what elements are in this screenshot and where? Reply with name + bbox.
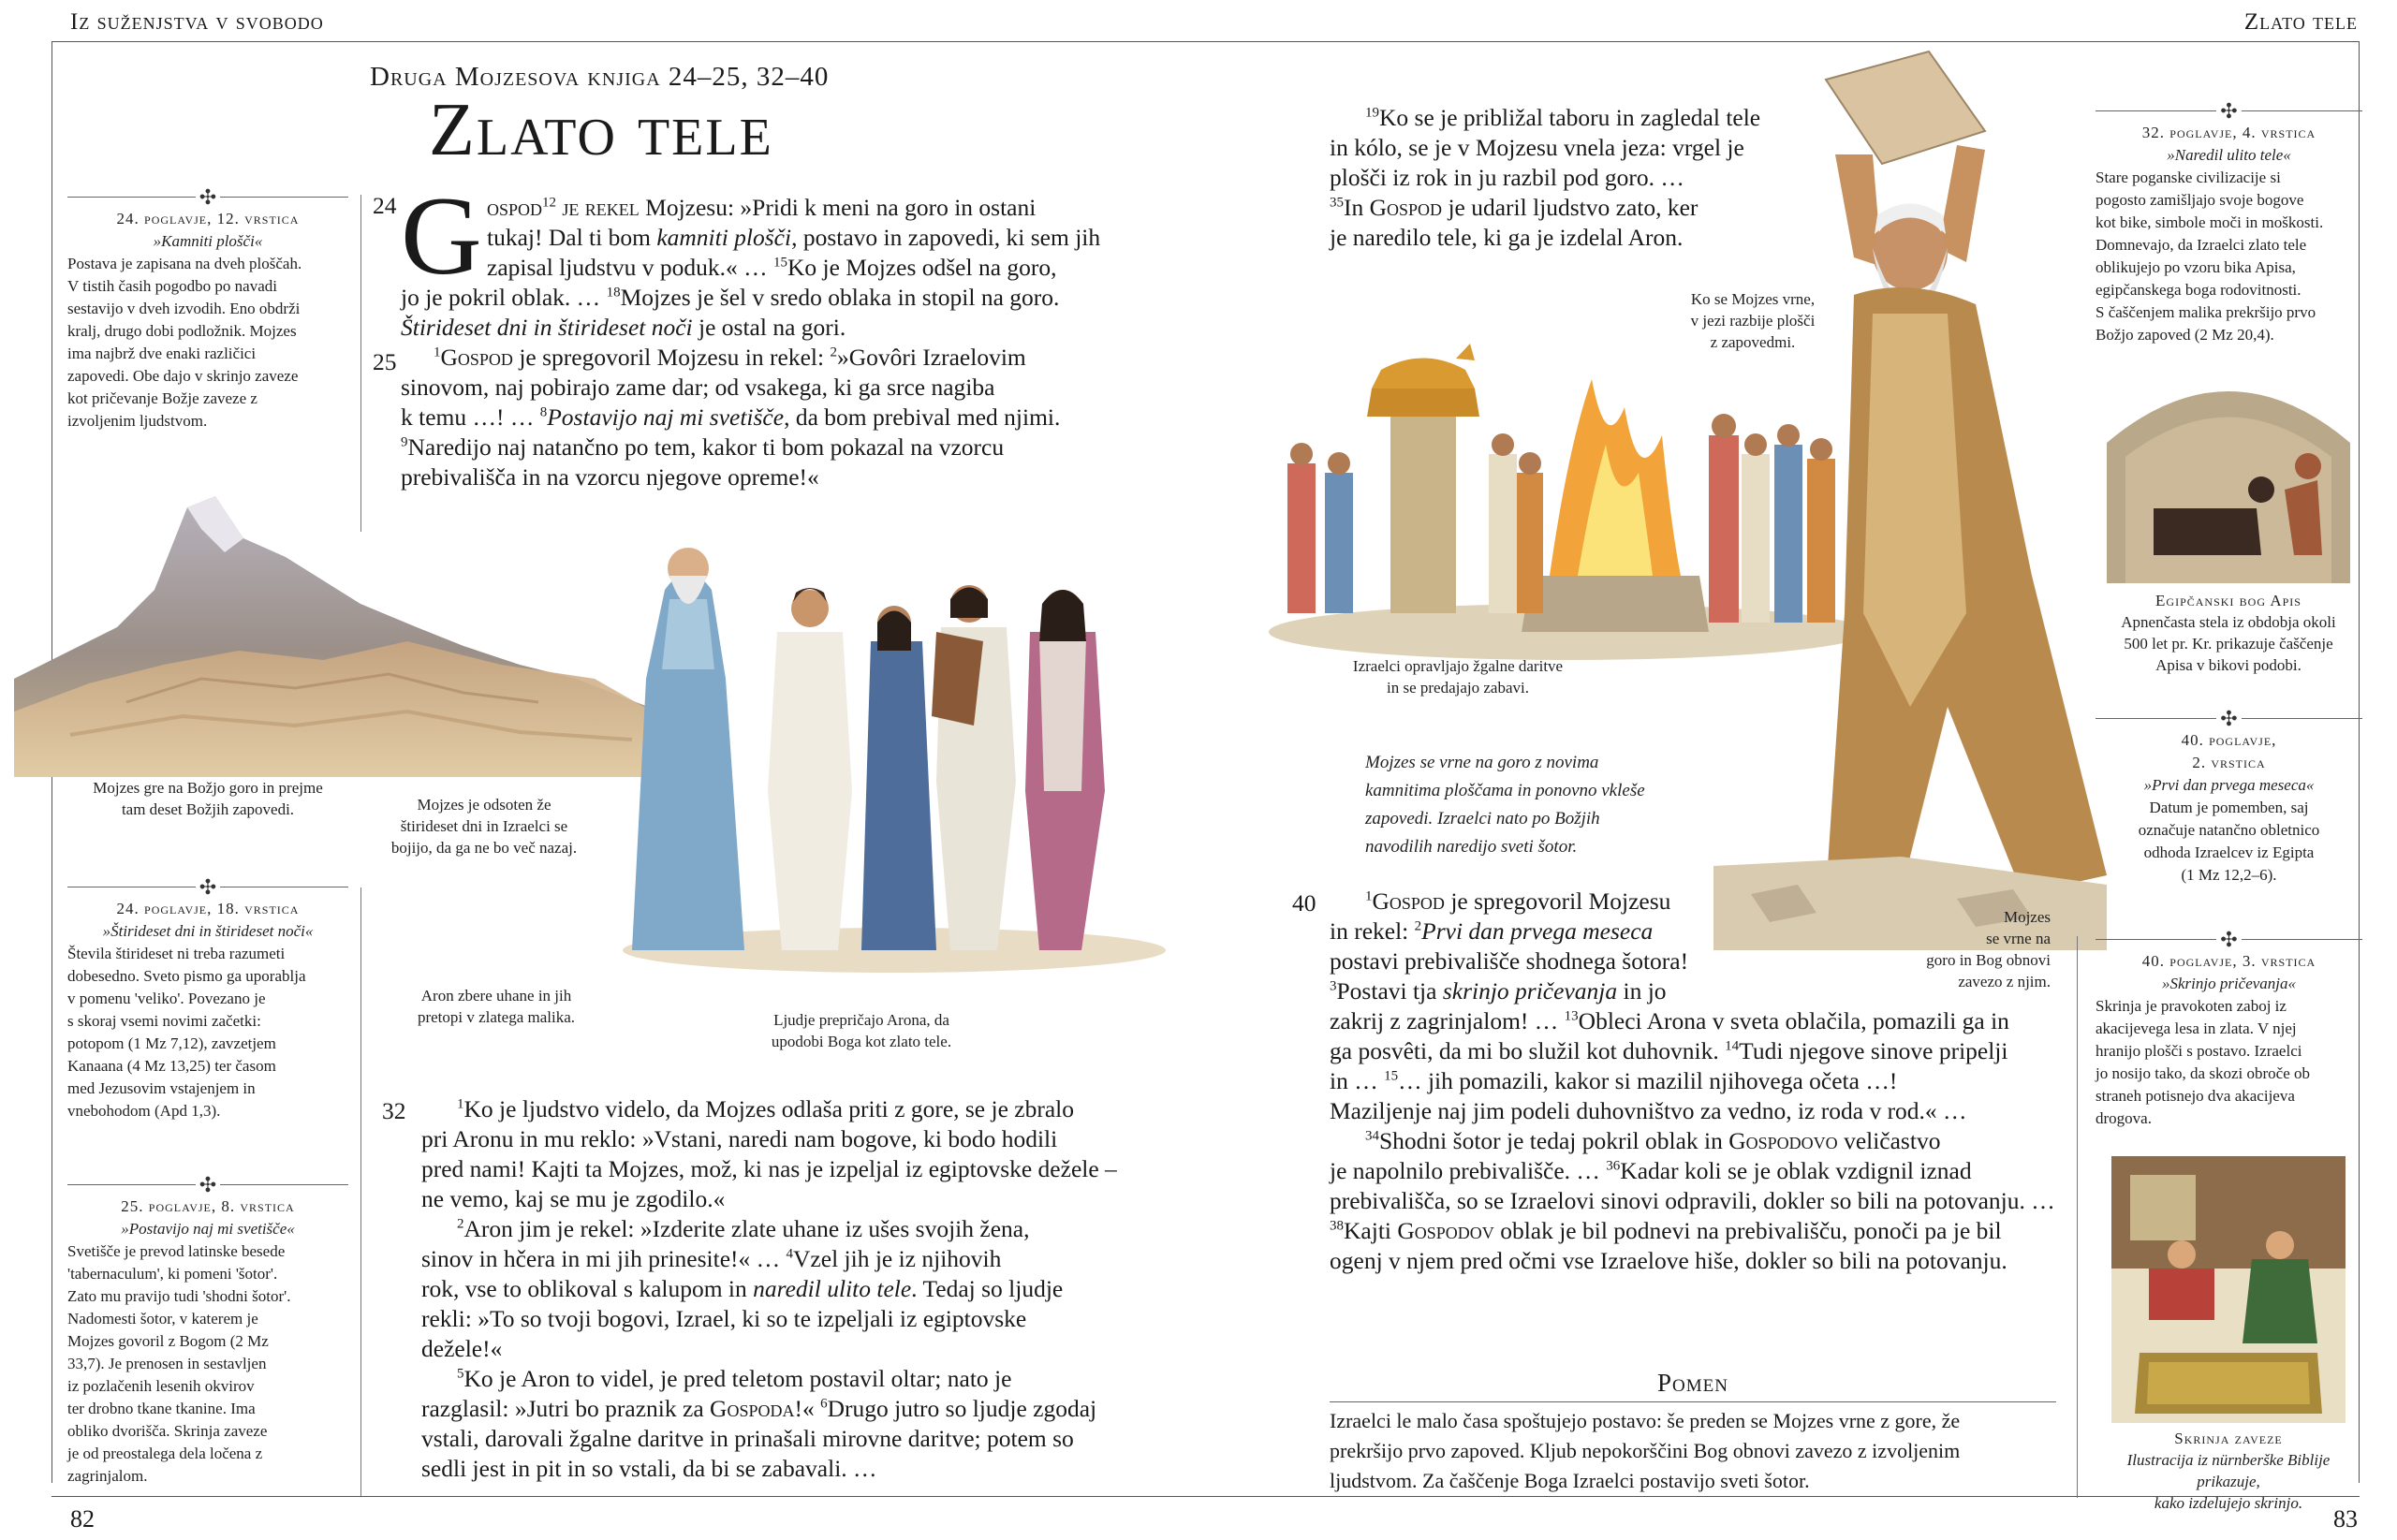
- fleuron-icon: ✣: [67, 187, 348, 208]
- sidebar-line: Skrinja je pravokoten zaboj iz: [2096, 997, 2287, 1015]
- italic-summary-caption: [1365, 749, 1758, 861]
- page-number-right: 83: [2333, 1505, 2358, 1533]
- fleuron-icon: ✣: [2096, 709, 2362, 729]
- sidebar-line: straneh potisnejo dva akacijeva: [2096, 1087, 2295, 1105]
- verse-32-19-line-1: $^{19}$Ko se je približal taboru in zagledal tele: [1365, 104, 1761, 131]
- caption-line: Izraelci opravljajo žgalne daritve: [1352, 657, 1564, 675]
- ark-illustration: [2111, 1156, 2346, 1423]
- sidebar-subtitle: »Kamniti plošči«: [153, 232, 263, 250]
- sidebar-line: (1 Mz 12,2–6).: [2181, 866, 2277, 884]
- caption-line: zavezo z njim.: [1958, 973, 2051, 990]
- sidebar-line: med Jezusovim vstajenjem in: [67, 1079, 256, 1097]
- sidebar-subtitle: »Štirideset dni in štirideset noči«: [102, 922, 314, 940]
- verse-40-line-7: in … $^{15}$… jih pomazili, kakor si mazilil njihovega očeta …!: [1330, 1067, 1898, 1094]
- caption-line: štirideset dni in Izraelci se: [400, 817, 568, 835]
- sidebar-line: V tistih časih pogodbo po navadi: [67, 277, 277, 295]
- verse-40-line-2: in rekel: $^2$Prvi dan prvega meseca: [1330, 917, 1654, 945]
- caption-line: bojijo, da ga ne bo več nazaj.: [390, 839, 578, 857]
- pomen-box: [1330, 1369, 2056, 1496]
- calf-pedestal: [1390, 417, 1456, 613]
- caption-line: Mojzes se vrne na goro z novima: [1365, 753, 1599, 772]
- verse-32-line-2: pri Aronu in mu reklo: »Vstani, naredi nam bogove, ki bodo hodili: [421, 1125, 1058, 1152]
- verse-24-line-2: tukaj! Dal ti bom kamniti plošči, postavo in zapovedi, ki sem jih: [487, 224, 1101, 251]
- drop-cap: G: [401, 173, 482, 298]
- sidebar-line: oblikujejo po vzoru bika Apisa,: [2096, 258, 2296, 276]
- caption-apis: [2097, 590, 2360, 676]
- verse-40-line-13: ogenj v njem pred očmi vse Izraelove hiše, dokler so bili na potovanju.: [1330, 1247, 2007, 1274]
- caption-line: Ljudje prepričajo Arona, da: [773, 1011, 949, 1029]
- apis-stele-illustration: [2097, 368, 2360, 583]
- sidebar-subtitle: »Naredil ulito tele«: [2167, 146, 2291, 164]
- sidebar-subtitle: »Prvi dan prvega meseca«: [2143, 776, 2315, 794]
- sidebar-line: 'tabernaculum', ki pomeni 'šotor'.: [67, 1265, 278, 1283]
- caption-ark: [2097, 1428, 2360, 1514]
- pomen-heading: Pomen: [1657, 1369, 1728, 1397]
- verse-32-line-13: sedli jest in pit in so vstali, da bi se zabavali. …: [421, 1455, 877, 1482]
- sidebar-heading: 40. poglavje, 3. vrstica: [2141, 952, 2316, 970]
- verse-24-line-3: zapisal ljudstvu v poduk.« … $^{15}$Ko je Mojzes odšel na goro,: [487, 254, 1057, 281]
- caption-people: [744, 1009, 978, 1052]
- sidebar-line: obliko dvorišča. Skrinja zaveze: [67, 1422, 268, 1440]
- sidebar-line: Števila štirideset ni treba razumeti: [67, 945, 286, 962]
- caption-line: z zapovedmi.: [1710, 333, 1796, 351]
- verse-40-line-8: Maziljenje naj jim podeli duhovništvo za vedno, iz roda v rod.« …: [1330, 1097, 1967, 1124]
- sidebar-heading: 24. poglavje, 12. vrstica: [116, 210, 300, 227]
- page-title: Zlato tele: [429, 89, 773, 171]
- column-rule: [360, 195, 361, 532]
- caption-line: Ilustracija iz nürnberške Biblije prikazuje,: [2126, 1451, 2331, 1490]
- caption-line: 500 let pr. Kr. prikazuje čaščenje: [2124, 635, 2333, 653]
- golden-calf-icon: [1372, 359, 1475, 389]
- sidebar-line: jo nosijo tako, da skozi obroče ob: [2096, 1064, 2310, 1082]
- verse-32-19-line-3: plošči iz rok in ju razbil pod goro. …: [1330, 164, 1684, 191]
- caption-line: Mojzes: [2003, 908, 2051, 926]
- chapter-number-24: 24: [373, 192, 397, 219]
- sidebar-note-4: [2096, 99, 2362, 346]
- pomen-line: ljudstvom. Za čaščenje Boga Izraelci postavijo sveti šotor.: [1330, 1469, 1810, 1492]
- caption-line: tam deset Božjih zapovedi.: [121, 800, 295, 818]
- pomen-rule: [1330, 1401, 2056, 1402]
- verse-40-line-5: zakrij z zagrinjalom! … $^{13}$Obleci Arona v sveta oblačila, pomazili ga in: [1330, 1007, 2009, 1034]
- sidebar-line: drogova.: [2096, 1109, 2152, 1127]
- sidebar-line: vnebohodom (Apd 1,3).: [67, 1102, 221, 1120]
- fleuron-icon: ✣: [67, 1175, 348, 1195]
- sidebar-line: sestavijo v dveh izvodih. Eno obdrži: [67, 300, 301, 317]
- caption-moses-covenant: [1882, 906, 2051, 992]
- sidebar-line: potopom (1 Mz 7,12), zavzetjem: [67, 1034, 276, 1052]
- sidebar-line: ima najbrž dve enaki različici: [67, 345, 257, 362]
- verse-40-line-9: $^{34}$Shodni šotor je tedaj pokril oblak in Gospodovo veličastvo: [1365, 1127, 1941, 1154]
- sidebar-line: ter drobno tkane tkanine. Ima: [67, 1400, 256, 1417]
- caption-line: goro in Bog obnovi: [1926, 951, 2051, 969]
- verse-32-line-9: dežele!«: [421, 1335, 503, 1362]
- sidebar-line: akacijevega lesa in zlata. V njej: [2096, 1019, 2297, 1037]
- sidebar-line: zagrinjalom.: [67, 1467, 148, 1485]
- column-rule: [360, 887, 361, 1496]
- page-number-left: 82: [70, 1505, 95, 1533]
- caption-line: pretopi v zlatega malika.: [417, 1008, 576, 1026]
- caption-line: Aron zbere uhane in jih: [420, 987, 572, 1005]
- sidebar-line: Božjo zapoved (2 Mz 20,4).: [2096, 326, 2274, 344]
- caption-title: Egipčanski bog Apis: [2155, 592, 2301, 609]
- verse-40-line-4: $^3$Postavi tja skrinjo pričevanja in jo: [1330, 977, 1667, 1005]
- running-header-left: Iz suženjstva v svobodo: [70, 9, 324, 35]
- caption-line: Apnenčasta stela iz obdobja okoli: [2121, 613, 2336, 631]
- verse-24-line-5: Štirideset dni in štirideset noči je ostal na gori.: [401, 314, 846, 341]
- moses-tablets-illustration: [1713, 51, 2107, 950]
- caption-line: kamnitima ploščama in ponovno vkleše: [1365, 781, 1645, 800]
- caption-line: zapovedi. Izraelci nato po Božjih: [1365, 809, 1600, 829]
- sidebar-heading: 24. poglavje, 18. vrstica: [116, 900, 300, 917]
- verse-25-line-2: sinovom, naj pobirajo zame dar; od vsakega, ki ga srce nagiba: [401, 374, 995, 401]
- sidebar-line: kot pričevanje Božje zaveze z: [67, 389, 257, 407]
- fleuron-icon: ✣: [2096, 930, 2362, 950]
- sidebar-line: Stare poganske civilizacije si: [2096, 169, 2281, 186]
- caption-moses-away: [376, 794, 592, 858]
- sidebar-heading: 2. vrstica: [2192, 754, 2266, 771]
- sidebar-line: egipčanskega boga rodovitnosti.: [2096, 281, 2301, 299]
- caption-line: kako izdelujejo skrinjo.: [2154, 1494, 2303, 1512]
- caption-line: upodobi Boga kot zlato tele.: [771, 1033, 952, 1050]
- sidebar-line: je od preostalega dela ločena z: [67, 1445, 263, 1462]
- verse-32-line-12: vstali, darovali žgalne daritve in prinašali mirovne daritve; potem so: [421, 1425, 1074, 1452]
- sidebar-line: zapovedi. Obe dajo v skrinjo zaveze: [67, 367, 299, 385]
- fleuron-icon: ✣: [67, 877, 348, 898]
- sidebar-line: Zato mu pravijo tudi 'shodni šotor'.: [67, 1287, 291, 1305]
- sidebar-line: 33,7). Je prenosen in sestavljen: [67, 1355, 267, 1372]
- apis-bull-icon: [2154, 508, 2261, 555]
- fleuron-icon: ✣: [2096, 101, 2362, 122]
- verse-25-line-3: k temu …! … $^8$Postavijo naj mi svetišče, da bom prebival med njimi.: [401, 403, 1061, 431]
- chapter-number-25: 25: [373, 348, 397, 375]
- caption-line: navodilih naredijo sveti šotor.: [1365, 837, 1578, 857]
- sidebar-heading: 25. poglavje, 8. vrstica: [121, 1197, 295, 1215]
- top-rule: [51, 41, 2360, 42]
- verse-25-line-1: $^1$Gospod je spregovoril Mojzesu in rekel: $^2$»Govôri Izraelovim: [434, 344, 1026, 371]
- sidebar-note-5: [2096, 707, 2362, 887]
- verse-25-line-4: $^9$Naredijo naj natančno po tem, kakor ti bom pokazal na vzorcu: [401, 433, 1005, 461]
- verse-32-line-4: ne vemo, kaj se mu je zgodilo.«: [421, 1185, 726, 1212]
- running-header-right: Zlato tele: [2243, 9, 2358, 35]
- sidebar-note-3: [67, 1173, 348, 1488]
- caption-offerings: [1322, 655, 1594, 698]
- verse-24-line-4: jo je pokril oblak. … $^{18}$Mojzes je šel v sredo oblaka in stopil na goro.: [401, 284, 1060, 311]
- scripture-reference: Druga Mojzesova knjiga 24–25, 32–40: [370, 62, 830, 92]
- verse-32-19-line-2: in kólo, se je v Mojzesu vnela jeza: vrgel je: [1330, 134, 1744, 161]
- chapter-number-32: 32: [382, 1097, 406, 1124]
- sidebar-line: kralj, drugo dobi podložnik. Mojzes: [67, 322, 297, 340]
- verse-40-line-1: $^1$Gospod je spregovoril Mojzesu: [1365, 887, 1671, 915]
- sidebar-line: označuje natančno obletnico: [2138, 821, 2320, 839]
- verse-32-35-line-2: je naredilo tele, ki ga je izdelal Aron.: [1330, 224, 1684, 251]
- verse-32-line-7: rok, vse to oblikoval s kalupom in naredil ulito tele. Tedaj so ljudje: [421, 1275, 1064, 1302]
- mountain-illustration: [14, 487, 660, 777]
- caption-mountain: [67, 777, 348, 820]
- chapter-number-40: 40: [1292, 889, 1316, 917]
- verse-40-line-12: $^{38}$Kajti Gospodov oblak je bil podnevi na prebivališču, ponoči pa je bil: [1330, 1217, 2002, 1244]
- verse-24-line-1: ospod$^{12}$ je rekel Mojzesu: »Pridi k meni na goro in ostani: [487, 194, 1037, 221]
- verse-32-line-5: $^2$Aron jim je rekel: »Izderite zlate uhane iz ušes svojih žena,: [457, 1215, 1030, 1242]
- sidebar-line: Nadomesti šotor, v katerem je: [67, 1310, 258, 1327]
- sidebar-line: Domnevajo, da Izraelci zlato tele: [2096, 236, 2307, 254]
- caption-aron: [393, 985, 599, 1028]
- caption-line: in se predajajo zabavi.: [1387, 679, 1529, 697]
- sidebar-line: Mojzes govoril z Bogom (2 Mz: [67, 1332, 269, 1350]
- verse-40-line-10: je napolnilo prebivališče. … $^{36}$Kadar koli se je oblak vzdignil iznad: [1330, 1157, 1972, 1184]
- sidebar-line: Datum je pomemben, saj: [2149, 799, 2309, 816]
- caption-line: Mojzes je odsoten že: [417, 796, 551, 814]
- bottom-rule: [51, 1496, 2360, 1497]
- verse-32-line-11: razglasil: »Jutri bo praznik za Gospoda!« $^6$Drugo jutro so ljudje zgodaj: [421, 1395, 1097, 1422]
- caption-return: [1659, 288, 1846, 353]
- caption-title: Skrinja zaveze: [2174, 1430, 2283, 1447]
- verse-32-line-10: $^5$Ko je Aron to videl, je pred teletom postavil oltar; nato je: [457, 1365, 1012, 1392]
- sidebar-line: Postava je zapisana na dveh ploščah.: [67, 255, 302, 272]
- verse-40-line-6: ga posvêti, da mi bo služil kot duhovnik. $^{14}$Tudi njegove sinove pripelji: [1330, 1037, 2008, 1064]
- caption-line: se vrne na: [1986, 930, 2051, 947]
- sidebar-note-6: [2096, 928, 2362, 1130]
- sidebar-line: S čaščenjem malika prekršijo prvo: [2096, 303, 2316, 321]
- verse-32-line-1: $^1$Ko je ljudstvo videlo, da Mojzes odlaša priti z gore, se je zbralo: [457, 1095, 1074, 1122]
- sidebar-line: dobesedno. Sveto pismo ga uporablja: [67, 967, 306, 985]
- column-rule: [2077, 936, 2078, 1498]
- sidebar-line: iz pozlačenih lesenih okvirov: [67, 1377, 255, 1395]
- verse-32-line-3: pred nami! Kajti ta Mojzes, mož, ki nas je izpeljal iz egiptovske dežele –: [421, 1155, 1117, 1182]
- sidebar-line: s skoraj vsemi novimi začetki:: [67, 1012, 261, 1030]
- sidebar-heading: 40. poglavje,: [2181, 731, 2277, 749]
- sidebar-line: Svetišče je prevod latinske besede: [67, 1242, 286, 1260]
- sidebar-line: hranijo plošči s postavo. Izraelci: [2096, 1042, 2302, 1060]
- sidebar-line: pogosto zamišljajo svoje bogove: [2096, 191, 2304, 209]
- pomen-line: Izraelci le malo časa spoštujejo postavo: še preden se Mojzes vrne z gore, že: [1330, 1409, 1961, 1432]
- sidebar-heading: 32. poglavje, 4. vrstica: [2141, 124, 2316, 141]
- verse-32-35-line-1: $^{35}$In Gospod je udaril ljudstvo zato, ker: [1330, 194, 1698, 221]
- people-group-illustration: [613, 510, 1175, 974]
- verse-25-line-5: prebivališča in na vzorcu njegove opreme!«: [401, 463, 819, 491]
- pomen-line: prekršijo prvo zapoved. Kljub nepokorščini Bog obnovi zavezo z izvoljenim: [1330, 1439, 1961, 1462]
- sidebar-line: odhoda Izraelcev iz Egipta: [2143, 843, 2315, 861]
- sidebar-line: Kanaana (4 Mz 13,25) ter časom: [67, 1057, 276, 1075]
- sidebar-line: kot bike, simbole moči in moškosti.: [2096, 213, 2324, 231]
- sidebar-note-1: [67, 185, 348, 433]
- sidebar-note-2: [67, 875, 348, 1122]
- verse-40-line-3: postavi prebivališče shodnega šotora!: [1330, 947, 1689, 975]
- sidebar-subtitle: »Skrinjo pričevanja«: [2161, 975, 2297, 992]
- caption-line: Apisa v bikovi podobi.: [2155, 656, 2301, 674]
- caption-line: Ko se Mojzes vrne,: [1690, 290, 1816, 308]
- sidebar-line: izvoljenim ljudstvom.: [67, 412, 208, 430]
- caption-line: Mojzes gre na Božjo goro in prejme: [93, 779, 323, 797]
- verse-32-line-8: rekli: »To so tvoji bogovi, Izrael, ki so te izpeljali iz egiptovske: [421, 1305, 1027, 1332]
- caption-line: v jezi razbije plošči: [1690, 312, 1816, 330]
- sidebar-subtitle: »Postavijo naj mi svetišče«: [121, 1220, 295, 1238]
- verse-40-line-11: prebivališča, so se Izraelovi sinovi odpravili, dokler so bili na potovanju. …: [1330, 1187, 2055, 1214]
- sidebar-line: v pomenu 'veliko'. Povezano je: [67, 990, 266, 1007]
- verse-32-line-6: sinov in hčera in mi jih prinesite!« … $^4$Vzel jih je iz njihovih: [421, 1245, 1002, 1272]
